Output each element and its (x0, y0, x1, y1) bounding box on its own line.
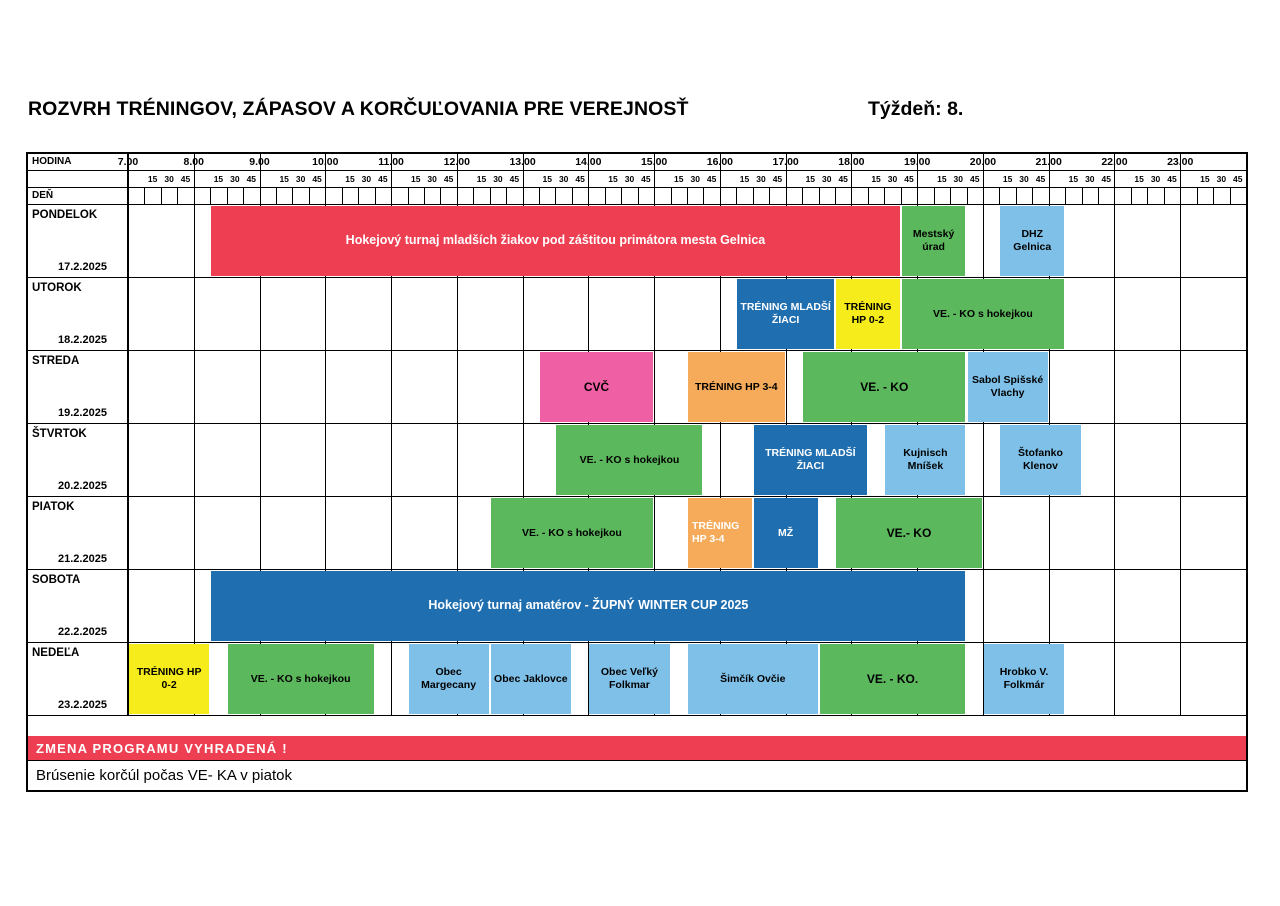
grid-tick (128, 188, 144, 204)
grid-hour-divider (391, 278, 457, 350)
quarter-tick-label: 45 (1233, 174, 1243, 184)
day-date: 17.2.2025 (58, 261, 107, 273)
hour-tick-label: 10.00 (312, 156, 339, 168)
quarter-tick-label: 30 (756, 174, 766, 184)
quarter-tick-label: 45 (180, 174, 191, 184)
day-row (28, 278, 1246, 351)
grid-hour-divider (1180, 570, 1246, 642)
grid-tick (654, 188, 670, 204)
hour-tick-label: 15.00 (640, 156, 668, 168)
grid-tick (555, 188, 572, 204)
schedule-event[interactable]: TRÉNING HP 0-2 (836, 279, 900, 349)
day-label-cell (28, 205, 128, 277)
grid-tick (1065, 188, 1082, 204)
schedule-event[interactable]: TRÉNING MLADŠÍ ŽIACI (754, 425, 867, 495)
grid-hour-divider (457, 424, 523, 496)
grid-tick (687, 188, 704, 204)
quarter-tick-label: 45 (378, 174, 388, 184)
day-slot-area (128, 497, 1246, 569)
grid-hour-divider (128, 278, 194, 350)
quarter-tick-label: 45 (246, 174, 257, 184)
grid-tick (309, 188, 326, 204)
grid-tick (588, 188, 604, 204)
quarter-tick-label: 30 (887, 174, 898, 184)
grid-tick (1180, 188, 1196, 204)
schedule-event[interactable]: Hrobko V. Folkmár (984, 644, 1064, 714)
quarter-header-label (28, 171, 128, 187)
grid-tick (753, 188, 770, 204)
hour-tick-label: 16.00 (706, 156, 734, 168)
grid-tick (227, 188, 244, 204)
schedule-event[interactable]: VE.- KO (836, 498, 982, 568)
grid-tick (1114, 188, 1130, 204)
grid-tick (523, 188, 539, 204)
grid-tick (1032, 188, 1049, 204)
day-slot-area (128, 424, 1246, 496)
grid-tick (1131, 188, 1148, 204)
day-header-label: DEŇ (28, 188, 128, 204)
hour-tick-label: 14.00 (575, 156, 602, 168)
quarter-tick-label: 45 (575, 174, 585, 184)
grid-hour-divider (260, 424, 326, 496)
day-name: UTOROK (32, 282, 82, 294)
day-date: 18.2.2025 (58, 334, 107, 346)
schedule-event[interactable]: VE. - KO. (820, 644, 966, 714)
grid-tick (703, 188, 720, 204)
grid-tick (1213, 188, 1230, 204)
grid-tick (819, 188, 836, 204)
day-name: PONDELOK (32, 209, 98, 221)
grid-hour-divider (1114, 205, 1180, 277)
hour-tick-label: 20.00 (969, 156, 997, 168)
grid-hour-divider (325, 497, 391, 569)
grid-hour-divider (1049, 497, 1115, 569)
quarter-tick-label: 45 (312, 174, 322, 184)
quarter-tick-label: 30 (427, 174, 437, 184)
quarter-tick-label: 30 (230, 174, 240, 184)
hour-tick-label: 18.00 (838, 156, 865, 168)
grid-tick (851, 188, 867, 204)
grid-tick (572, 188, 589, 204)
grid-tick (605, 188, 622, 204)
schedule-event[interactable]: VE. - KO s hokejkou (902, 279, 1064, 349)
grid-tick (1016, 188, 1033, 204)
grid-hour-divider (1114, 643, 1180, 715)
grid-tick (835, 188, 852, 204)
schedule-event[interactable]: TRÉNING MLADŠÍ ŽIACI (737, 279, 834, 349)
day-date: 21.2.2025 (58, 553, 107, 565)
quarter-tick-label: 30 (1150, 174, 1161, 184)
grid-hour-divider (194, 278, 260, 350)
program-change-warning: ZMENA PROGRAMU VYHRADENÁ ! (26, 736, 1248, 760)
grid-tick (243, 188, 260, 204)
quarter-tick-label: 45 (969, 174, 980, 184)
grid-tick (408, 188, 425, 204)
quarter-tick-label: 15 (739, 174, 750, 184)
grid-hour-divider (1180, 351, 1246, 423)
grid-tick (161, 188, 178, 204)
grid-hour-divider (983, 497, 1049, 569)
sharpening-note: Brúsenie korčúl počas VE- KA v piatok (26, 760, 1248, 792)
grid-tick (1164, 188, 1181, 204)
grid-tick (440, 188, 457, 204)
day-name: SOBOTA (32, 574, 81, 586)
hour-tick-label: 22.00 (1101, 156, 1128, 168)
quarter-tick-label: 30 (1216, 174, 1227, 184)
quarter-tick-label: 30 (624, 174, 635, 184)
grid-tick (720, 188, 736, 204)
quarter-tick-label: 45 (706, 174, 717, 184)
grid-tick (391, 188, 407, 204)
schedule-event[interactable]: VE. - KO s hokejkou (491, 498, 653, 568)
schedule-event[interactable]: VE. - KO s hokejkou (228, 644, 374, 714)
day-header-cells (128, 188, 1246, 204)
quarter-tick-label: 45 (772, 174, 783, 184)
schedule-event[interactable]: DHZ Gelnica (1000, 206, 1064, 276)
day-name: NEDEĽA (32, 647, 80, 659)
quarter-tick-label: 15 (410, 174, 421, 184)
grid-hour-divider (983, 570, 1049, 642)
grid-tick (473, 188, 490, 204)
grid-hour-divider (1180, 424, 1246, 496)
quarter-tick-label: 30 (558, 174, 569, 184)
schedule-event[interactable]: Štofanko Klenov (1000, 425, 1080, 495)
day-slot-area (128, 205, 1246, 277)
schedule-event[interactable]: Sabol Spišské Vlachy (968, 352, 1048, 422)
page-title: ROZVRH TRÉNINGOV, ZÁPASOV A KORČUĽOVANIA PRE VEREJNOSŤ (28, 98, 689, 120)
quarter-tick-label: 15 (542, 174, 552, 184)
schedule-event[interactable]: TRÉNING HP 0-2 (129, 644, 209, 714)
schedule-event[interactable]: VE. - KO (803, 352, 965, 422)
quarter-tick-label: 15 (213, 174, 224, 184)
quarter-ticks (128, 171, 1246, 187)
quarter-tick-label: 15 (674, 174, 684, 184)
grid-tick (424, 188, 441, 204)
hour-tick-label: 12.00 (443, 156, 470, 168)
grid-hour-divider (457, 278, 523, 350)
schedule-grid (26, 152, 1248, 792)
hour-ticks (117, 154, 1246, 170)
grid-hour-divider (1049, 570, 1115, 642)
quarter-tick-label: 30 (953, 174, 963, 184)
grid-hour-divider (1180, 205, 1246, 277)
grid-tick (967, 188, 984, 204)
grid-hour-divider (1114, 570, 1180, 642)
grid-tick (375, 188, 392, 204)
day-row (28, 570, 1246, 643)
grid-tick (210, 188, 227, 204)
day-slot-area (128, 351, 1246, 423)
hour-tick-label: 8.00 (183, 156, 204, 168)
quarter-tick-label: 45 (1167, 174, 1177, 184)
quarter-tick-label: 30 (822, 174, 832, 184)
grid-hour-divider (654, 278, 720, 350)
quarter-tick-label: 15 (937, 174, 947, 184)
day-date: 19.2.2025 (58, 407, 107, 419)
day-row (28, 497, 1246, 570)
schedule-event[interactable]: Mestský úrad (902, 206, 966, 276)
grid-hour-divider (588, 278, 654, 350)
grid-tick (638, 188, 655, 204)
quarter-tick-label: 45 (509, 174, 520, 184)
grid-hour-divider (260, 351, 326, 423)
schedule-event[interactable]: CVČ (540, 352, 653, 422)
day-row (28, 643, 1246, 716)
grid-hour-divider (128, 351, 194, 423)
day-date: 20.2.2025 (58, 480, 107, 492)
schedule-event[interactable]: MŽ (754, 498, 818, 568)
quarter-tick-label: 15 (345, 174, 355, 184)
grid-tick (144, 188, 161, 204)
grid-tick (490, 188, 507, 204)
day-label-cell (28, 570, 128, 642)
grid-tick (194, 188, 210, 204)
grid-tick (457, 188, 473, 204)
grid-hour-divider (1049, 351, 1115, 423)
quarter-tick-label: 45 (641, 174, 651, 184)
grid-hour-divider (1180, 278, 1246, 350)
title-row (28, 98, 1248, 126)
grid-tick (177, 188, 194, 204)
hour-tick-label: 19.00 (904, 156, 931, 168)
schedule-event[interactable]: TRÉNING HP 3-4 (688, 352, 785, 422)
day-row (28, 424, 1246, 497)
grid-tick (736, 188, 753, 204)
grid-tick (901, 188, 918, 204)
schedule-event[interactable]: Hokejový turnaj mladších žiakov pod záštitou primátora mesta Gelnica (211, 206, 900, 276)
schedule-event[interactable]: Obec Margecany (409, 644, 489, 714)
quarter-tick-label: 45 (1035, 174, 1046, 184)
quarter-tick-label: 15 (608, 174, 618, 184)
grid-hour-divider (391, 497, 457, 569)
quarter-tick-label: 30 (1019, 174, 1029, 184)
grid-tick (868, 188, 885, 204)
grid-hour-divider (1114, 278, 1180, 350)
grid-hour-divider (1114, 497, 1180, 569)
hour-tick-label: 13.00 (509, 156, 536, 168)
quarter-tick-label: 45 (904, 174, 914, 184)
grid-hour-divider (194, 351, 260, 423)
day-name: ŠTVRTOK (32, 428, 87, 440)
schedule-event[interactable]: Šimčík Ovčie (688, 644, 818, 714)
grid-tick (917, 188, 933, 204)
grid-tick (506, 188, 523, 204)
day-slot-area (128, 643, 1246, 715)
grid-hour-divider (391, 351, 457, 423)
grid-tick (671, 188, 688, 204)
day-name: STREDA (32, 355, 80, 367)
hour-tick-label: 7.00 (117, 156, 139, 168)
grid-tick (934, 188, 951, 204)
day-label-cell (28, 278, 128, 350)
grid-hour-divider (325, 278, 391, 350)
grid-tick (621, 188, 638, 204)
grid-tick (1197, 188, 1214, 204)
grid-tick (276, 188, 293, 204)
schedule-event[interactable]: VE. - KO s hokejkou (556, 425, 702, 495)
grid-hour-divider (1180, 643, 1246, 715)
grid-tick (786, 188, 802, 204)
schedule-event[interactable]: Hokejový turnaj amatérov - ŽUPNÝ WINTER CUP 2025 (211, 571, 965, 641)
quarter-tick-label: 15 (279, 174, 289, 184)
grid-hour-divider (1114, 351, 1180, 423)
hour-tick-label: 9.00 (249, 156, 270, 168)
day-label-cell (28, 497, 128, 569)
hour-header-label: HODINA (28, 154, 128, 170)
day-date: 22.2.2025 (58, 626, 107, 638)
hour-tick-label: 23.00 (1167, 156, 1194, 168)
day-label-cell (28, 351, 128, 423)
day-row (28, 351, 1246, 424)
schedule-event[interactable]: Kujnisch Mníšek (885, 425, 965, 495)
day-slot-area (128, 278, 1246, 350)
schedule-event[interactable]: Obec Jaklovce (491, 644, 571, 714)
grid-tick (1098, 188, 1115, 204)
quarter-tick-label: 45 (838, 174, 848, 184)
grid-tick (358, 188, 375, 204)
quarter-tick-label: 15 (1134, 174, 1144, 184)
schedule-event[interactable]: TRÉNING HP 3-4 (688, 498, 752, 568)
day-label-cell (28, 643, 128, 715)
grid-tick (539, 188, 556, 204)
grid-hour-divider (194, 424, 260, 496)
grid-tick (1049, 188, 1065, 204)
grid-hour-divider (325, 424, 391, 496)
day-label-cell (28, 424, 128, 496)
quarter-tick-label: 15 (871, 174, 881, 184)
day-header-row (28, 188, 1246, 205)
grid-hour-divider (457, 351, 523, 423)
grid-hour-divider (325, 351, 391, 423)
grid-hour-divider (128, 205, 194, 277)
grid-tick (999, 188, 1016, 204)
grid-tick (325, 188, 341, 204)
quarter-header-row (28, 171, 1246, 188)
hour-tick-label: 17.00 (772, 156, 799, 168)
quarter-tick-label: 45 (1101, 174, 1111, 184)
grid-hour-divider (260, 278, 326, 350)
hour-tick-label: 11.00 (378, 156, 404, 168)
hour-tick-label: 21.00 (1035, 156, 1062, 168)
grid-hour-divider (194, 497, 260, 569)
grid-hour-divider (391, 424, 457, 496)
quarter-tick-label: 45 (443, 174, 454, 184)
quarter-tick-label: 15 (805, 174, 816, 184)
day-row (28, 205, 1246, 278)
quarter-tick-label: 15 (476, 174, 487, 184)
quarter-tick-label: 30 (493, 174, 503, 184)
grid-hour-divider (1114, 424, 1180, 496)
grid-tick (802, 188, 819, 204)
grid-tick (1082, 188, 1099, 204)
grid-tick (769, 188, 786, 204)
grid-tick (260, 188, 276, 204)
quarter-tick-label: 15 (147, 174, 158, 184)
quarter-tick-label: 30 (361, 174, 372, 184)
quarter-tick-label: 15 (1068, 174, 1079, 184)
hour-header-row (28, 154, 1246, 171)
grid-hour-divider (128, 497, 194, 569)
grid-tick (884, 188, 901, 204)
quarter-tick-label: 15 (1002, 174, 1013, 184)
quarter-tick-label: 30 (1085, 174, 1095, 184)
day-slot-area (128, 570, 1246, 642)
day-date: 23.2.2025 (58, 699, 107, 711)
quarter-tick-label: 30 (690, 174, 700, 184)
grid-hour-divider (128, 570, 194, 642)
grid-hour-divider (523, 278, 589, 350)
grid-hour-divider (128, 424, 194, 496)
quarter-tick-label: 30 (164, 174, 174, 184)
schedule-event[interactable]: Obec Veľký Folkmar (589, 644, 669, 714)
grid-tick (342, 188, 359, 204)
quarter-tick-label: 30 (295, 174, 306, 184)
grid-tick (1147, 188, 1164, 204)
day-name: PIATOK (32, 501, 75, 513)
week-label: Týždeň: 8. (868, 98, 964, 120)
grid-tick (292, 188, 309, 204)
grid-hour-divider (260, 497, 326, 569)
grid-tick (1230, 188, 1247, 204)
quarter-tick-label: 15 (1200, 174, 1210, 184)
grid-hour-divider (1180, 497, 1246, 569)
grid-tick (950, 188, 967, 204)
grid-tick (983, 188, 999, 204)
